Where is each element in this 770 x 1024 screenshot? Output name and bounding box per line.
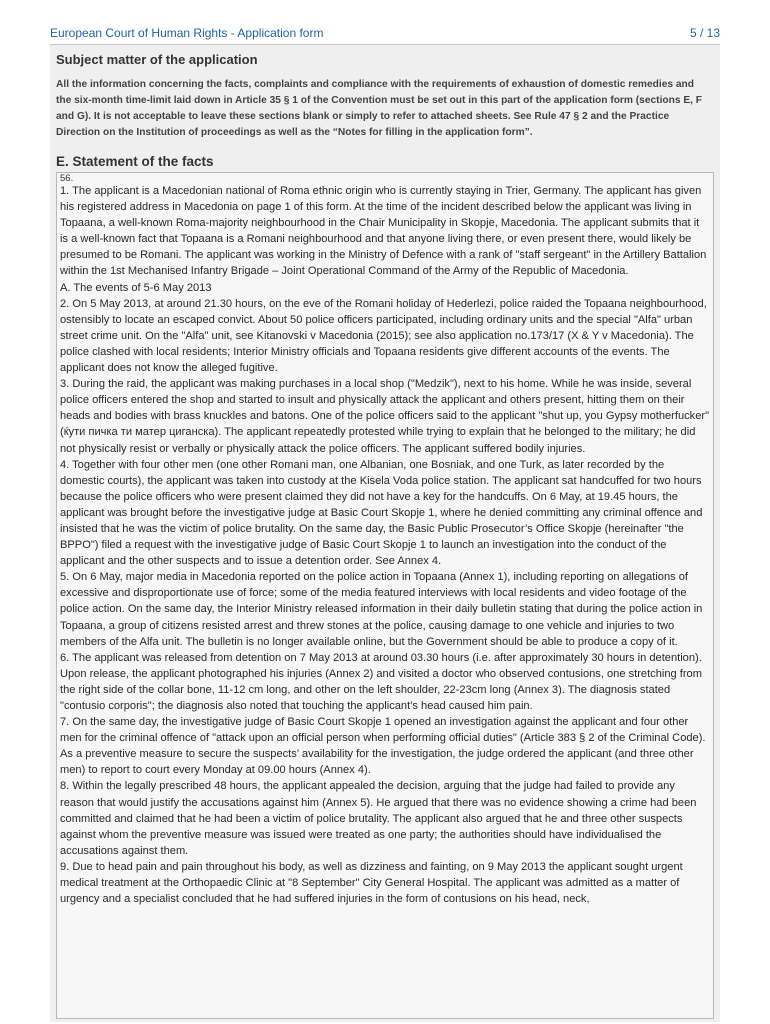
paragraph: 2. On 5 May 2013, at around 21.30 hours, on the eve of the Romani holiday of Hederlezi, police raided the Topaana neighbourhood, ostensibly to locate an escaped convict. About 50 police officers participated, including ordinary units and the special "Alfa" urban street crime unit. On the "Alfa" unit, see Kitanovski v Macedonia (2015); see also application no.173/17 (X & Y v Macedonia). The police clashed with local residents; Interior Ministry officials and Topaana residents give different accounts of the events. The applicant does not know the alleged fugitive. xyxy=(60,297,707,375)
subheading: A. The events of 5-6 May 2013 xyxy=(60,281,212,294)
form-title: European Court of Human Rights - Application form xyxy=(50,26,324,40)
subject-instructions: All the information concerning the facts, complaints and compliance with the requirements of exhaustion of domestic remedies and the six-month time-limit laid down in Article 35 § 1 of the Convention must be set out in this part of the application form (sections E, F and G). It is not acceptable to leave these sections blank or simply to refer to attached sheets. See Rule 47 § 2 and the Practice Direction on the Institution of proceedings as well as the “Notes for filling in the application form”. xyxy=(56,79,703,138)
section-e-title: E. Statement of the facts xyxy=(56,154,214,169)
field-number: 56. xyxy=(60,173,74,184)
paragraph: 3. During the raid, the applicant was making purchases in a local shop ("Medzik"), next to his home. While he was inside, several police officers entered the shop and started to insult and physically attack the applicant and others present, hitting them on their heads and bodies with brass knuckles and batons. One of the police officers said to the applicant "shut up, you Gypsy motherfucker" (ќути пичка ти матер циганска). The applicant repeatedly protested while trying to explain that he belonged to the military; he did not physically resist or verbally or physically attack the police officers. The applicant suffered bodily injuries. xyxy=(60,378,710,455)
paragraph: 1. The applicant is a Macedonian national of Roma ethnic origin who is currently staying in Trier, Germany. The applicant has given his registered address in Macedonia on page 1 of this form. At the time of the incident described below the applicant was living in Topaana, a well-known Roma-majority neighbourhood in the Chair Municipality in Skopje, Macedonia. The applicant submits that it is a well-known fact that Topaana is a Romani neighbourhood and that anyone living there, or even present there, would likely be presumed to be Romani. The applicant was working in the Ministry of Defence with a rank of "staff sergeant" in the Artillery Battalion within the 1st Mechanised Infantry Brigade – Joint Operational Command of the Army of the Republic of Macedonia. xyxy=(60,185,707,278)
page-header xyxy=(50,24,720,44)
form-panel xyxy=(50,44,720,1022)
statement-of-facts-field[interactable] xyxy=(56,172,714,1019)
paragraph: 4. Together with four other men (one other Romani man, one Albanian, one Bosniak, and one Turk, as later recorded by the domestic courts), the applicant was taken into custody at the Kisela Voda police station. The applicant sat handcuffed for two hours because the police officers who were present claimed they did not have a key for the handcuffs. On 6 May, at 19.45 hours, the applicant was brought before the investigative judge at Basic Court Skopje 1, where he denied committing any criminal offence and insisted that he was the victim of police brutality. On the same day, the Basic Public Prosecutor’s Office Skopje (hereinafter "the BPPO") filed a request with the investigative judge of Basic Court Skopje 1 to launch an investigation into the conduct of the applicant and the other suspects and to issue a detention order. See Annex 4. xyxy=(60,458,703,568)
paragraph: 8. Within the legally prescribed 48 hours, the applicant appealed the decision, arguing that the judge had failed to provide any reason that would justify the accusations against him (Annex 5). He argued that there was no evidence showing a crime had been committed and claimed that he had been a victim of police brutality. The applicant also argued that he and three other suspects against whom the preventive measure was issued were treated as one party; the authorities should have individualised the accusations against them. xyxy=(60,780,697,857)
page-number: 5 / 13 xyxy=(689,26,720,40)
subject-title: Subject matter of the application xyxy=(56,52,258,67)
statement-text xyxy=(60,183,710,907)
paragraph: 9. Due to head pain and pain throughout his body, as well as dizziness and fainting, on 9 May 2013 the applicant sought urgent medical treatment at the Orthopaedic Clinic at "8 September" City General Hospital. The applicant was admitted as a matter of urgency and a specialist concluded that he had suffered injuries in the form of contusions on his head, neck, xyxy=(60,860,683,906)
paragraph: 7. On the same day, the investigative judge of Basic Court Skopje 1 opened an investigation against the applicant and four other men for the criminal offence of "attack upon an official person when performing official duties" (Article 383 § 2 of the Criminal Code). As a preventive measure to secure the suspects’ availability for the investigation, the judge ordered the applicant (and three other men) to report to court every Monday at 09.00 hours (Annex 4). xyxy=(60,716,706,777)
paragraph: 5. On 6 May, major media in Macedonia reported on the police action in Topaana (Annex 1), including reporting on allegations of excessive and disproportionate use of force; some of the media featured interviews with local residents and video footage of the police action. On the same day, the Interior Ministry released information in their daily bulletin stating that during the police action in Topaana, a group of citizens resisted arrest and threw stones at the police, causing damage to one vehicle and injuries to two members of the Alfa unit. The bulletin is no longer available online, but the Government should be able to produce a copy of it. xyxy=(60,571,703,648)
paragraph: 6. The applicant was released from detention on 7 May 2013 at around 03.30 hours (i.e. after approximately 30 hours in detention). Upon release, the applicant photographed his injuries (Annex 2) and visited a doctor who observed contusions, one stretching from the right side of the collar bone, 11-12 cm long, and other on the left shoulder, 22-23cm long (Annex 3). The diagnosis stated "contusio corporis"; the diagnosis also noted that touching the applicant’s head caused him pain. xyxy=(60,651,702,712)
